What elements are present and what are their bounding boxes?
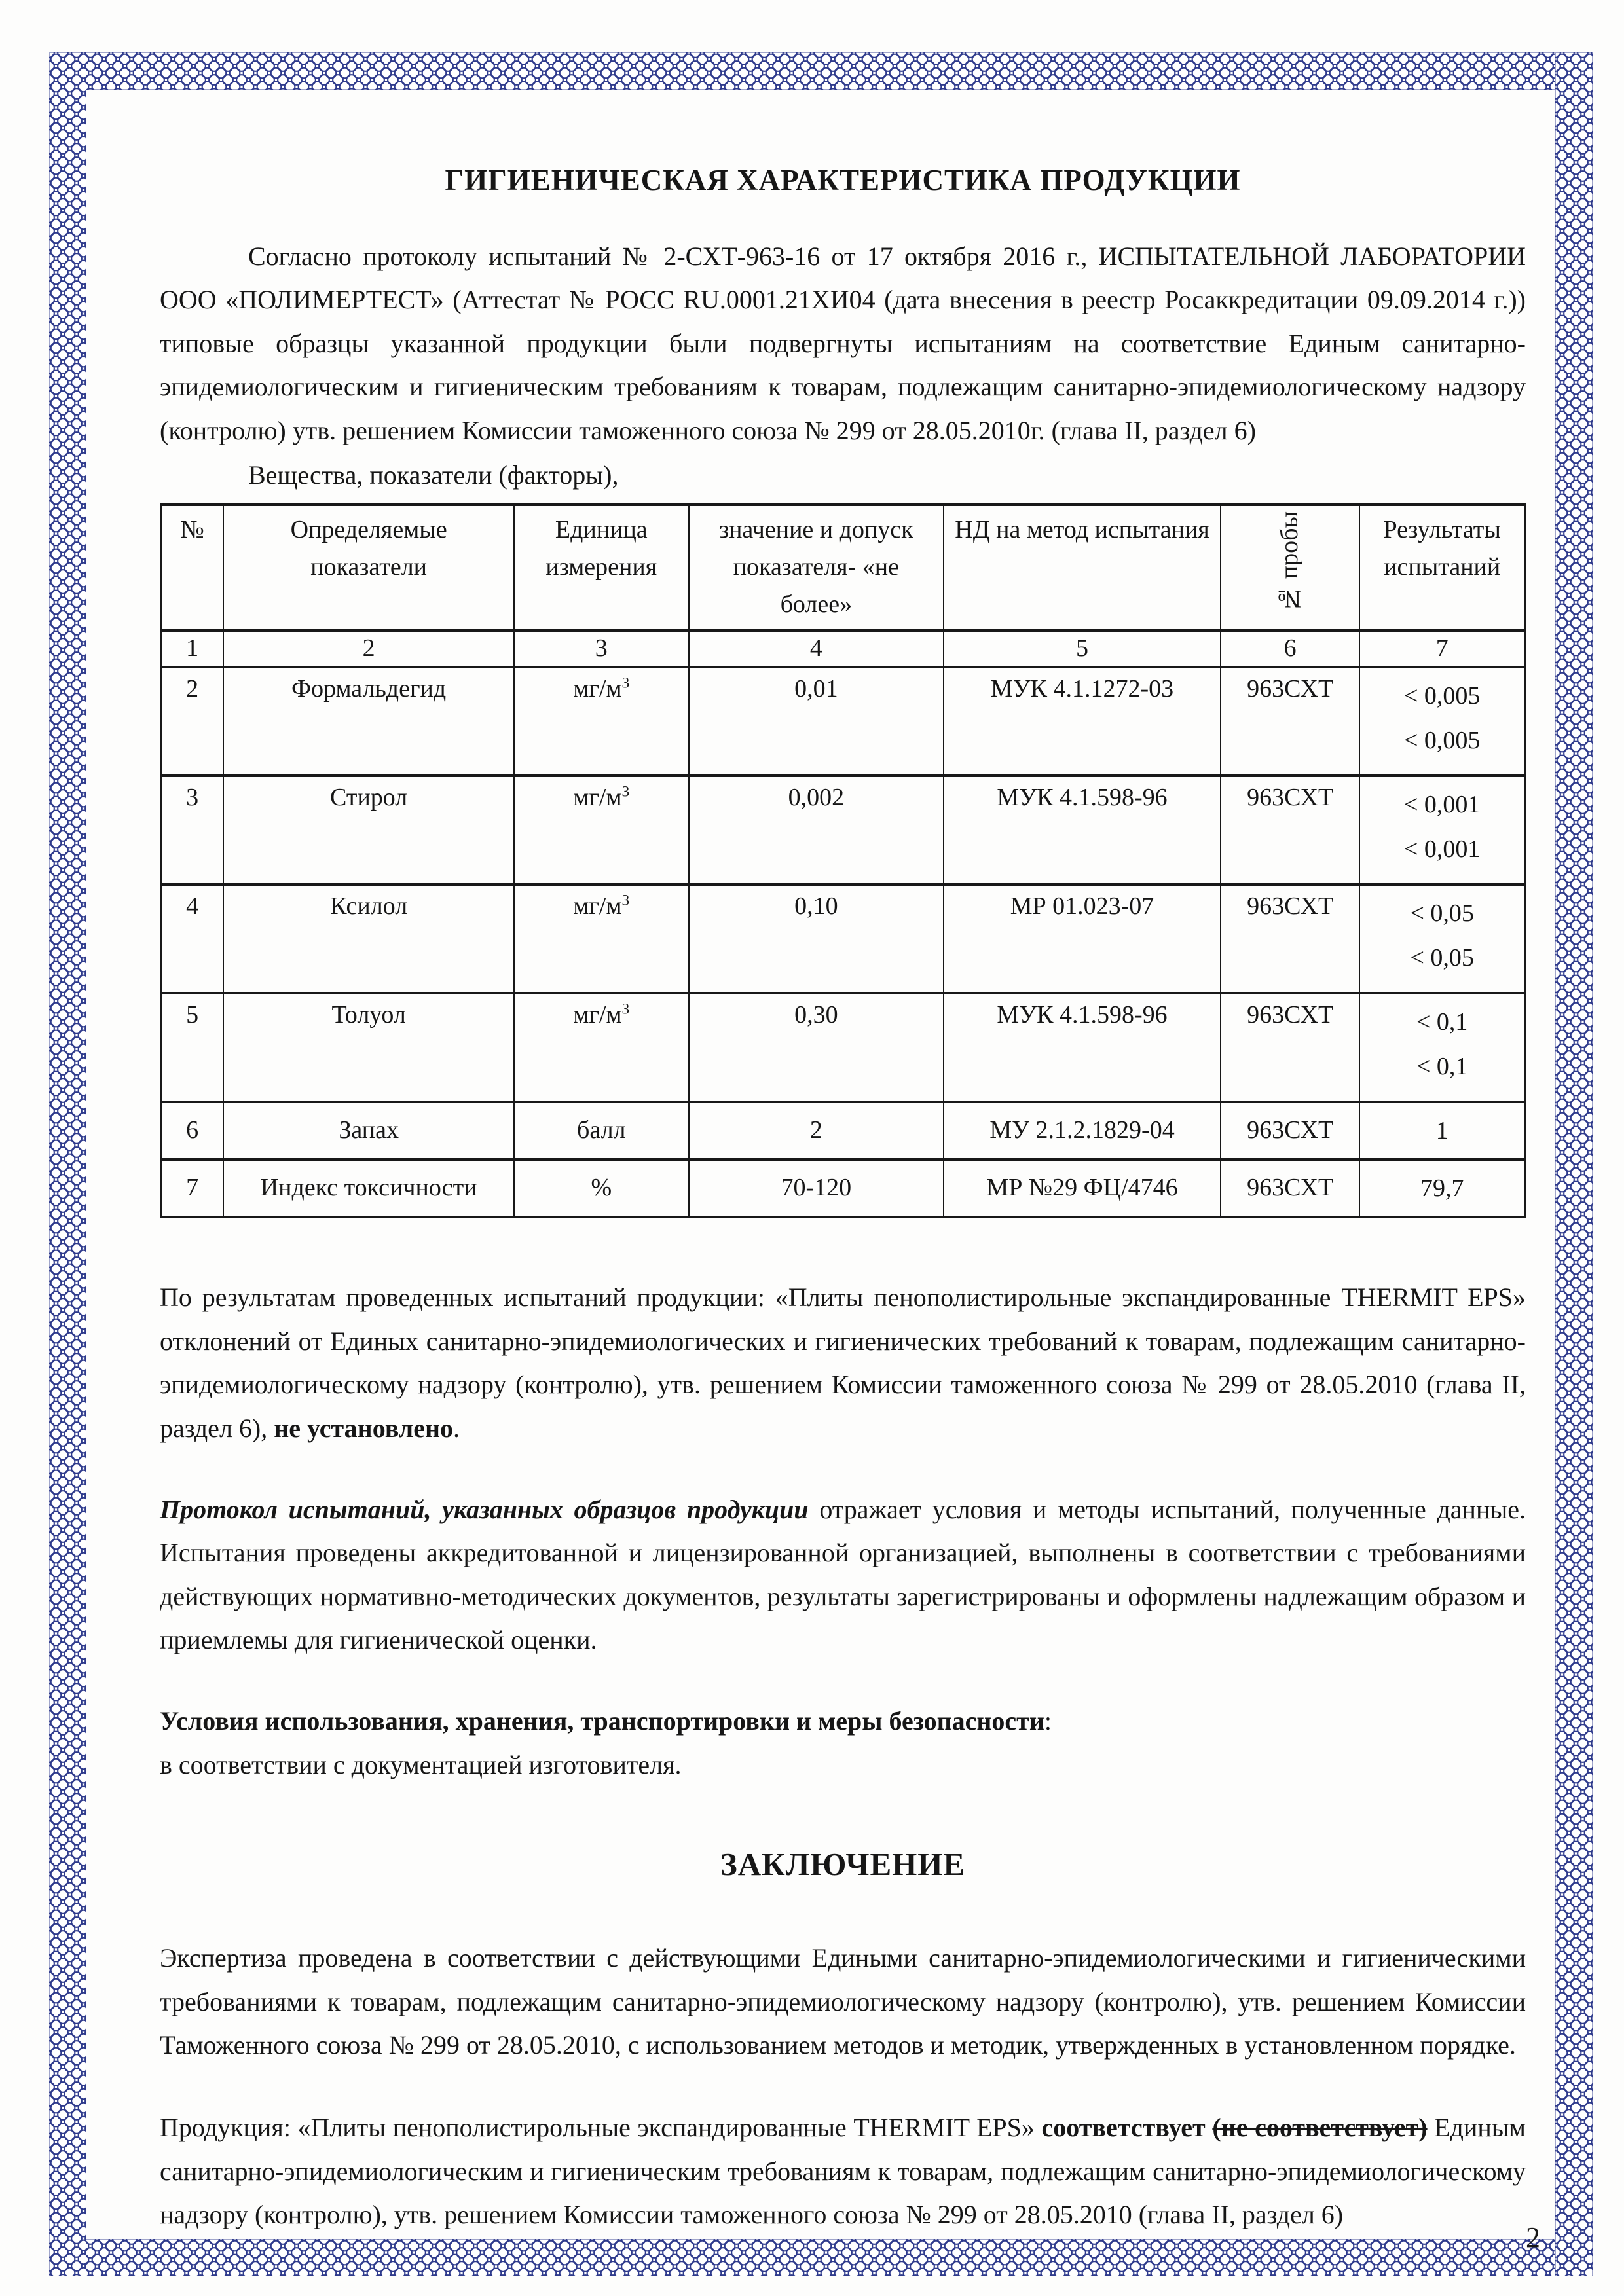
cell-method-standard: МУК 4.1.598-96 [944,776,1221,884]
column-number-row [161,630,1525,667]
test-results-table [160,503,1526,1218]
cell-substance-name: Формальдегид [223,667,514,776]
column-number: 3 [514,630,689,667]
paragraph: Согласно протоколу испытаний № 2-СХТ-963-16 от 17 октября 2016 г., ИСПЫТАТЕЛЬНОЙ ЛАБОРАТОРИИ ООО «ПОЛИМЕРТЕСТ» (Аттестат № РОСС RU.0001.21ХИ04 (дата внесения в реестр Росаккредитации 09.09.2014 г.)) типовые образцы указанной продукции были подвергнуты испытаниям на соответствие Единым санитарно-эпидемиологическим и гигиеническим требованиям к товарам, подлежащим санитарно-эпидемиологическому надзору (контролю) утв. решением Комиссии таможенного союза № 299 от 28.05.2010г. (глава II, раздел 6) [160,242,1526,445]
cell-sample-number: 963СХТ [1221,1102,1359,1159]
table-row [161,1159,1525,1217]
cell-row-number: 5 [161,993,224,1102]
cell-allowed-value: 0,002 [689,776,944,884]
page-title: ГИГИЕНИЧЕСКАЯ ХАРАКТЕРИСТИКА ПРОДУКЦИИ [445,164,1241,196]
cell-test-result: < 0,001 < 0,001 [1359,776,1524,884]
document-content [86,90,1555,2239]
column-number: 6 [1221,630,1359,667]
column-header: Определяемые показатели [223,505,514,630]
column-header [1221,505,1359,630]
cell-allowed-value: 0,10 [689,884,944,993]
column-header: значение и допуск показателя- «не более» [689,505,944,630]
paragraph: Вещества, показатели (факторы), [248,460,619,490]
cell-test-result: 1 [1359,1102,1524,1159]
cell-sample-number: 963СХТ [1221,776,1359,884]
cell-method-standard: МУК 4.1.598-96 [944,993,1221,1102]
cell-unit: балл [514,1102,689,1159]
column-number: 5 [944,630,1221,667]
cell-test-result: 79,7 [1359,1159,1524,1217]
column-number: 4 [689,630,944,667]
cell-unit: % [514,1159,689,1217]
cell-row-number: 4 [161,884,224,993]
cell-allowed-value: 0,01 [689,667,944,776]
table-row [161,884,1525,993]
border-band-bottom [49,2239,1593,2276]
border-band-left [49,52,86,2276]
column-header: Результаты испытаний [1359,505,1524,630]
cell-allowed-value: 70-120 [689,1159,944,1217]
cell-sample-number: 963СХТ [1221,1159,1359,1217]
cell-unit: $мг/м^3$ [514,776,689,884]
cell-test-result: < 0,05 < 0,05 [1359,884,1524,993]
after-table-paragraphs [160,1276,1526,1787]
paragraph: Экспертиза проведена в соответствии с действующими Едиными санитарно-эпидемиологическими и гигиеническими требованиями к товарам, подлежащим санитарно-эпидемиологическому надзору (контролю), утв. решением Комиссии Таможенного союза № 299 от 28.05.2010, с использованием методов и методик, утвержденных в установленном порядке. [160,1943,1526,2060]
cell-method-standard: МР №29 ФЦ/4746 [944,1159,1221,1217]
cell-allowed-value: 0,30 [689,993,944,1102]
cell-method-standard: МР 01.023-07 [944,884,1221,993]
table-row [161,993,1525,1102]
cell-substance-name: Ксилол [223,884,514,993]
cell-unit: $мг/м^3$ [514,993,689,1102]
cell-method-standard: МУК 4.1.1272-03 [944,667,1221,776]
cell-allowed-value: 2 [689,1102,944,1159]
column-number: 7 [1359,630,1524,667]
cell-sample-number: 963СХТ [1221,667,1359,776]
cell-test-result: < 0,005 < 0,005 [1359,667,1524,776]
paragraph: Протокол испытаний, указанных образцов продукции отражает условия и методы испытаний, полученные данные. Испытания проведены аккредитованной и лицензированной организацией, выполнены в соответствии с требованиями действующих нормативно-методических документов, результаты зарегистрированы и оформлены надлежащим образом и приемлемы для гигиенической оценки. [160,1494,1526,1655]
cell-substance-name: Толуол [223,993,514,1102]
table-row [161,776,1525,884]
table-header-row [161,505,1525,630]
intro-paragraphs [160,235,1526,497]
cell-sample-number: 963СХТ [1221,884,1359,993]
cell-test-result: < 0,1 < 0,1 [1359,993,1524,1102]
cell-row-number: 2 [161,667,224,776]
cell-sample-number: 963СХТ [1221,993,1359,1102]
border-band-right [1555,52,1593,2276]
table-row [161,667,1525,776]
column-number: 1 [161,630,224,667]
conclusion-paragraphs [160,1937,1526,2236]
paragraph: По результатам проведенных испытаний продукции: «Плиты пенополистирольные экспандированные THERMIT EPS» отклонений от Единых санитарно-эпидемиологических и гигиенических требований к товарам, подлежащим санитарно-эпидемиологическому надзору (контролю), утв. решением Комиссии таможенного союза № 299 от 28.05.2010 (глава II, раздел 6), не установлено. [160,1283,1526,1443]
vertical-header-sample-number: № пробы [1276,511,1304,613]
column-header: НД на метод испытания [944,505,1221,630]
paragraph: Продукция: «Плиты пенополистирольные экспандированные THERMIT EPS» соответствует (не соответствует) Единым санитарно-эпидемиологическим и гигиеническим требованиям к товарам, подлежащим санитарно-эпидемиологическому надзору (контролю), утв. решением Комиссии таможенного союза № 299 от 28.05.2010 (глава II, раздел 6) [160,2113,1526,2230]
column-number: 2 [223,630,514,667]
cell-method-standard: МУ 2.1.2.1829-04 [944,1102,1221,1159]
cell-row-number: 6 [161,1102,224,1159]
column-header: № [161,505,224,630]
cell-row-number: 3 [161,776,224,884]
cell-unit: $мг/м^3$ [514,667,689,776]
border-band-top [49,52,1593,90]
cell-substance-name: Запах [223,1102,514,1159]
cell-substance-name: Индекс токсичности [223,1159,514,1217]
conclusion-title: ЗАКЛЮЧЕНИЕ [720,1846,966,1883]
table-row [161,1102,1525,1159]
paragraph: в соответствии с документацией изготовителя. [160,1749,682,1779]
page-number: 2 [1526,2221,1540,2253]
cell-unit: $мг/м^3$ [514,884,689,993]
cell-substance-name: Стирол [223,776,514,884]
column-header: Единица измерения [514,505,689,630]
cell-row-number: 7 [161,1159,224,1217]
paragraph: Условия использования, хранения, транспортировки и меры безопасности: [160,1706,1052,1736]
